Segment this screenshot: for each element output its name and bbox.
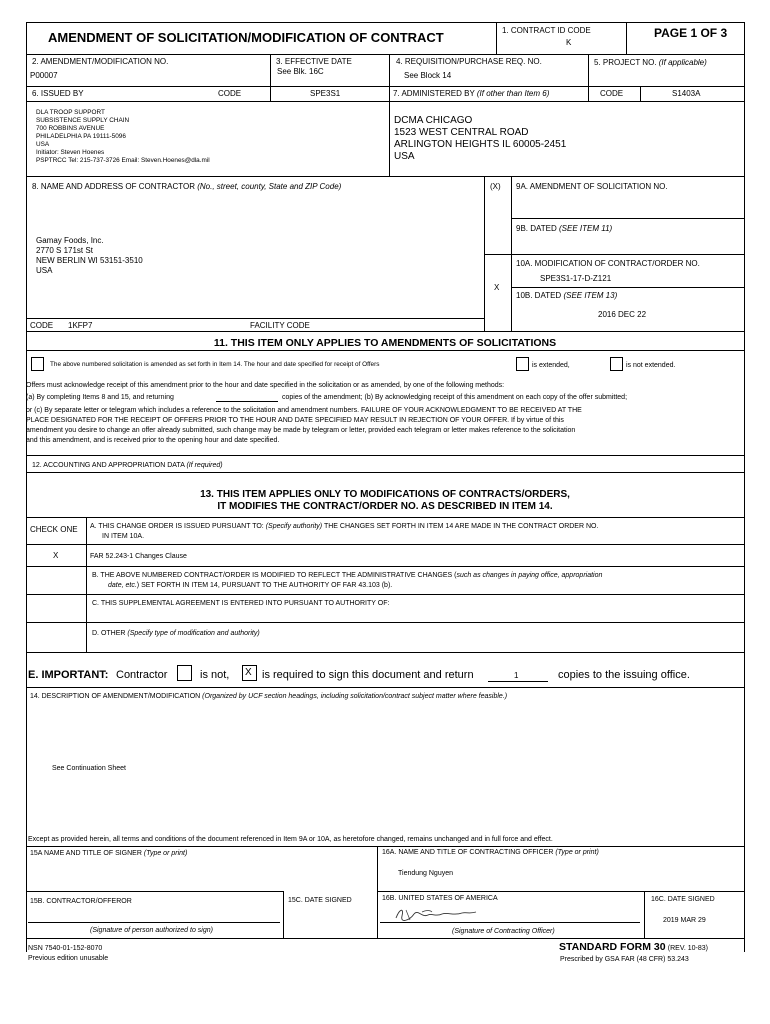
item13c: C. THIS SUPPLEMENTAL AGREEMENT IS ENTERED INTO PURSUANT TO AUTHORITY OF:	[92, 600, 390, 607]
item11-line6: amendment you desire to change an offer already submitted, such change may be made by telegram or letter, provided each telegram or letter makes reference to the solicitation	[26, 427, 576, 434]
amendment-no-label: 2. AMENDMENT/MODIFICATION NO.	[32, 57, 169, 66]
nsn-number: NSN 7540-01-152-8070	[28, 945, 103, 952]
item13b-line2: date, etc.) SET FORTH IN ITEM 14, PURSUANT TO THE AUTHORITY OF FAR 43.103 (b).	[108, 582, 393, 589]
except-text: Except as provided herein, all terms and conditions of the document referenced in Item 9A or 10A, as heretofore changed, remains unchanged and in full force and effect.	[28, 836, 553, 843]
amended-checkbox[interactable]	[31, 357, 44, 371]
contractor-label: 8. NAME AND ADDRESS OF CONTRACTOR (No., street, county, State and ZIP Code)	[32, 182, 342, 191]
item14-body: See Continuation Sheet	[52, 765, 126, 772]
copies-text: copies to the issuing office.	[558, 669, 690, 681]
x-column-label: (X)	[490, 182, 501, 191]
not-extended-label: is not extended.	[626, 362, 676, 369]
contractor-address: Gamay Foods, Inc. 2770 S 171st St NEW BERLIN WI 53151-3510 USA	[36, 236, 143, 275]
extended-checkbox[interactable]	[516, 357, 529, 371]
item11-line7: and this amendment, and is received prior to the opening hour and date specified.	[26, 437, 280, 444]
facility-code-label: FACILITY CODE	[250, 321, 310, 330]
item13-title-2: IT MODIFIES THE CONTRACT/ORDER NO. AS DESCRIBED IN ITEM 14.	[217, 501, 553, 512]
far-clause: FAR 52.243-1 Changes Clause	[90, 553, 187, 560]
item11-line5: PLACE DESIGNATED FOR THE RECEIPT OF OFFERS PRIOR TO THE HOUR AND DATE SPECIFIED MAY RESULT IN REJECTION OF YOUR OFFER. If by virtue of this	[26, 417, 564, 424]
item13-x-mark: X	[53, 551, 59, 560]
issued-code-value: SPE3S1	[310, 89, 341, 98]
important-label: E. IMPORTANT:	[28, 669, 109, 681]
form-title: AMENDMENT OF SOLICITATION/MODIFICATION OF CONTRACT	[48, 30, 444, 45]
project-no-label: 5. PROJECT NO. (If applicable)	[594, 58, 707, 67]
previous-edition: Previous edition unusable	[28, 955, 109, 962]
item10b-value: 2016 DEC 22	[598, 310, 647, 319]
issued-by-label: 6. ISSUED BY	[32, 89, 84, 98]
item10-x-mark: X	[494, 283, 500, 292]
administered-by-label: 7. ADMINISTERED BY (If other than Item 6)	[393, 89, 550, 98]
item11-line2: Offers must acknowledge receipt of this amendment prior to the hour and date specified in the solicitation or as amended, by one of the following methods:	[26, 382, 505, 389]
admin-code-label: CODE	[600, 89, 624, 98]
united-states-label: 16B. UNITED STATES OF AMERICA	[382, 895, 498, 902]
effective-date-value: See Blk. 16C	[277, 67, 324, 76]
item10b-label: 10B. DATED (SEE ITEM 13)	[516, 291, 618, 300]
contractor-code-value: 1KFP7	[68, 321, 93, 330]
item10a-value: SPE3S1-17-D-Z121	[540, 274, 612, 283]
is-not-label: is not,	[200, 669, 230, 681]
copies-value: 1	[514, 671, 519, 680]
requisition-value: See Block 14	[404, 71, 452, 80]
administrator-address: DCMA CHICAGO 1523 WEST CENTRAL ROAD ARLINGTON HEIGHTS IL 60005-2451 USA	[394, 115, 567, 162]
item9b-label: 9B. DATED (SEE ITEM 11)	[516, 224, 613, 233]
contractor-signature-caption: (Signature of person authorized to sign)	[90, 927, 213, 934]
effective-date-label: 3. EFFECTIVE DATE	[276, 57, 352, 66]
officer-signature-caption: (Signature of Contracting Officer)	[452, 928, 555, 935]
issuer-address: DLA TROOP SUPPORT SUBSISTENCE SUPPLY CHAIN 700 ROBBINS AVENUE PHILADELPHIA PA 19111-5096 USA Initiator: Steven Hoenes PSPTRCC Tel: 215-737-3726 Email: Steven.Hoenes@dla.mil	[36, 109, 210, 164]
item13b-line1: B. THE ABOVE NUMBERED CONTRACT/ORDER IS MODIFIED TO REFLECT THE ADMINISTRATIVE CHANGES (such as changes in paying office, appropriation	[92, 572, 603, 579]
item12-label: 12. ACCOUNTING AND APPROPRIATION DATA (If required)	[32, 462, 223, 469]
item9a-label: 9A. AMENDMENT OF SOLICITATION NO.	[516, 182, 668, 191]
contractor-date-label: 15C. DATE SIGNED	[288, 897, 352, 904]
issued-code-label: CODE	[218, 89, 242, 98]
contractor-offeror-label: 15B. CONTRACTOR/OFFEROR	[30, 898, 132, 905]
item11-title: 11. THIS ITEM ONLY APPLIES TO AMENDMENTS OF SOLICITATIONS	[213, 337, 557, 349]
is-required-label: is required to sign this document and return	[262, 669, 474, 681]
contract-id-value: K	[566, 38, 572, 47]
item13a-line1: A. THIS CHANGE ORDER IS ISSUED PURSUANT TO: (Specify authority) THE CHANGES SET FORTH IN ITEM 14 ARE MADE IN THE CONTRACT ORDER NO.	[90, 523, 599, 530]
important-contractor: Contractor	[116, 669, 168, 681]
is-not-checkbox[interactable]	[177, 665, 192, 681]
standard-form-label: STANDARD FORM 30 (REV. 10-83)	[559, 941, 709, 953]
officer-date-value: 2019 MAR 29	[663, 917, 706, 924]
is-extended-label: is extended,	[532, 362, 570, 369]
item14-label: 14. DESCRIPTION OF AMENDMENT/MODIFICATION (Organized by UCF section headings, including solicitation/contract subject matter where feasible.)	[30, 693, 508, 700]
signer-name-label: 15A NAME AND TITLE OF SIGNER (Type or print)	[30, 850, 188, 857]
officer-signature	[392, 904, 482, 924]
officer-name-label: 16A. NAME AND TITLE OF CONTRACTING OFFICER (Type or print)	[382, 849, 599, 856]
amendment-no-value: P00007	[30, 71, 58, 80]
officer-date-label: 16C. DATE SIGNED	[651, 896, 715, 903]
is-required-x-mark: X	[245, 667, 252, 678]
admin-code-value: S1403A	[672, 89, 701, 98]
item13a-line2: IN ITEM 10A.	[102, 533, 145, 540]
item11-line3b: copies of the amendment; (b) By acknowledging receipt of this amendment on each copy of the offer submitted;	[282, 394, 628, 401]
requisition-label: 4. REQUISITION/PURCHASE REQ. NO.	[396, 57, 542, 66]
prescribed-by: Prescribed by GSA FAR (48 CFR) 53.243	[560, 956, 689, 963]
item13d: D. OTHER (Specify type of modification and authority)	[92, 630, 260, 637]
item11-line4: or (c) By separate letter or telegram which includes a reference to the solicitation and amendment numbers. FAILURE OF YOUR ACKNOWLEDGMENT TO BE RECEIVED AT THE	[26, 407, 582, 414]
officer-name-value: Tiendung Nguyen	[398, 870, 454, 877]
contractor-code-label: CODE	[30, 321, 54, 330]
item11-line1: The above numbered solicitation is amended as set forth in Item 14. The hour and date specified for receipt of Offers	[50, 361, 380, 368]
item10a-label: 10A. MODIFICATION OF CONTRACT/ORDER NO.	[516, 259, 700, 268]
item13-title-1: 13. THIS ITEM APPLIES ONLY TO MODIFICATIONS OF CONTRACTS/ORDERS,	[200, 489, 570, 500]
item11-line3a: (a) By completing Items 8 and 15, and returning	[26, 394, 174, 401]
check-one-label: CHECK ONE	[30, 525, 78, 534]
contract-id-label: 1. CONTRACT ID CODE	[502, 26, 591, 35]
not-extended-checkbox[interactable]	[610, 357, 623, 371]
page-number: PAGE 1 OF 3	[654, 26, 728, 40]
